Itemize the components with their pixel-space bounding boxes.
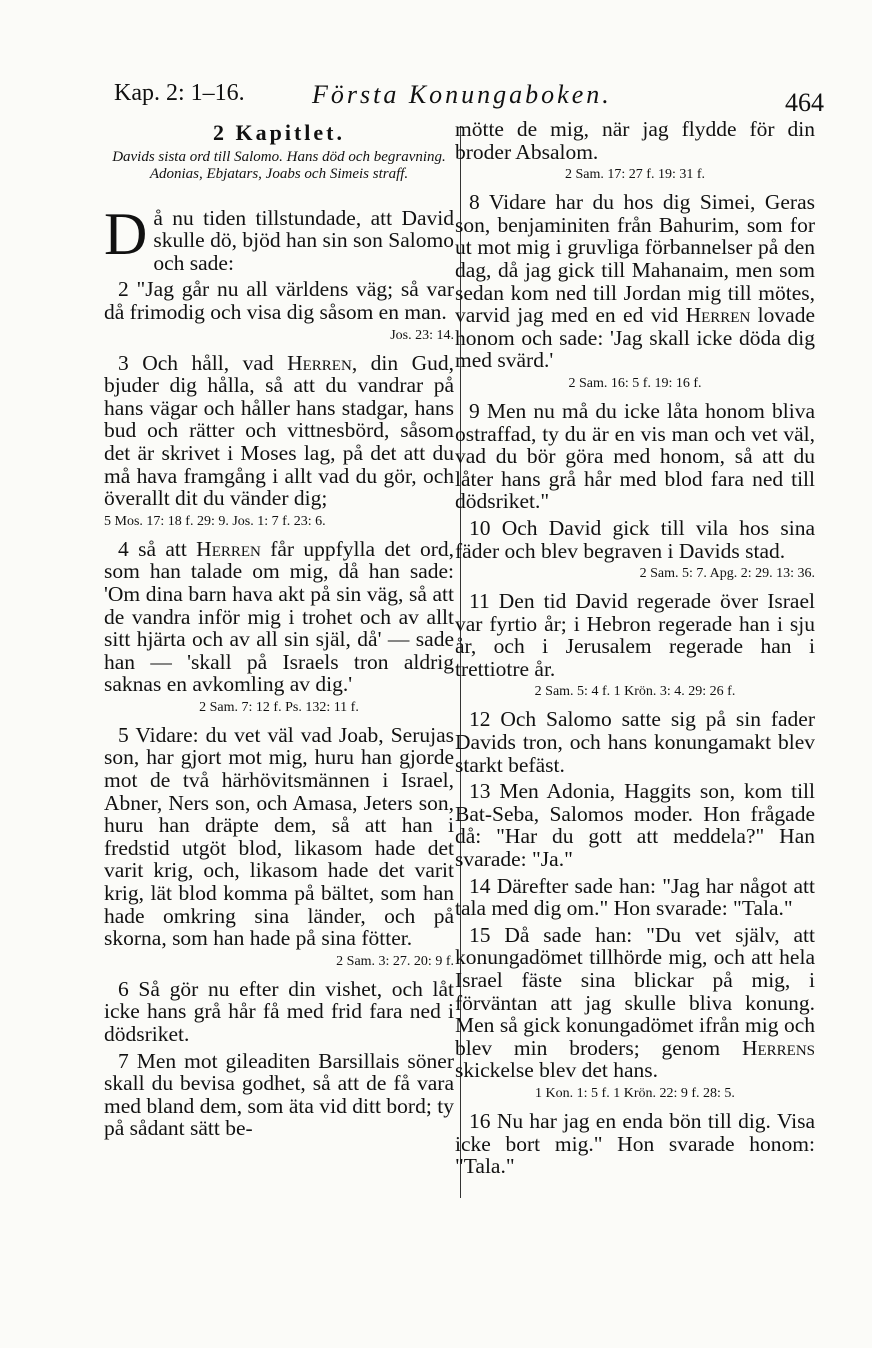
cross-reference: 2 Sam. 17: 27 f. 19: 31 f. [565, 167, 705, 183]
chapter-title: 2 Kapitlet. [213, 120, 345, 145]
verse-13: 13 Men Adonia, Haggits son, kom till Bat-Seba, Salomos moder. Hon frågade då: "Har du gott att meddela?" Han svarade: "Ja." [455, 779, 815, 872]
cross-reference: 1 Kon. 1: 5 f. 1 Krön. 22: 9 f. 28: 5. [535, 1085, 735, 1101]
book-title: Första Konungaboken. [312, 80, 612, 109]
left-column [104, 118, 454, 1144]
verse-12: 12 Och Salomo satte sig på sin fader Davids tron, och hans konungamakt blev starkt befäst. [455, 707, 815, 777]
verse-4: 4 så att Herren får uppfylla det ord, som han talade om mig, då han sade: 'Om dina barn hava akt på sin väg, så att de vandra inför mig i trohet och av allt sitt hjärta och av all sin själ, då' — sade han — 'skall på Israels tron aldrig saknas en avkomling av dig.' [104, 536, 455, 697]
verse-15: 15 Då sade han: "Du vet själv, att konungadömet tillhörde mig, och att hela Israel fäste sina blickar på mig, i förväntan att jag skulle bliva konung. Men så gick konungadömet ifrån mig och blev min broders; genom Herrens skickelse blev det hans. [455, 922, 816, 1083]
cross-reference: 2 Sam. 3: 27. 20: 9 f. [336, 953, 454, 969]
verse-3: 3 Och håll, vad Herren, din Gud, bjuder dig hålla, så att du vandrar på hans vägar och håller hans stadgar, hans bud och rätter och vittnesbörd, såsom det är skrivet i Moses lag, på det att du må hava framgång i allt vad du gör, och överallt dit du vänder dig; [104, 350, 454, 511]
page-number: 464 [785, 88, 824, 117]
cross-reference: Jos. 23: 14. [390, 327, 454, 343]
lord-name: Herren [196, 536, 261, 561]
cross-reference: 2 Sam. 5: 7. Apg. 2: 29. 13: 36. [639, 566, 815, 582]
cross-reference: 2 Sam. 5: 4 f. 1 Krön. 3: 4. 29: 26 f. [534, 684, 736, 700]
chapter-summary: Davids sista ord till Salomo. Hans död och begravning. Adonias, Ebjatars, Joabs och Simeis straff. [112, 148, 446, 182]
verse-16: 16 Nu har jag en enda bön till dig. Visa icke bort mig." Hon svarade honom: "Tala." [455, 1108, 815, 1179]
verse-2: 2 "Jag går nu all världens väg; så var då frimodig och visa dig såsom en man. [104, 277, 454, 324]
verse-9: 9 Men nu må du icke låta honom bliva ostraffad, ty du är en vis man och vet väl, vad du bör göra med honom, så att du låter hans grå hår med blod fara ned till dödsriket." [455, 398, 815, 514]
chapter-range: Kap. 2: 1–16. [114, 80, 245, 106]
verse-7: 7 Men mot gileaditen Barsillais söner skall du bevisa godhet, så att de få vara med bland dem, som äta vid ditt bord; ty på sådant sätt be- [104, 1048, 454, 1141]
verse-8: 8 Vidare har du hos dig Simei, Geras son, benjaminiten från Bahurim, som for ut mot mig i gruvliga förbannelser på den dag, då jag gick till Mahanaim, men som sedan kom ned till Jordan mig till mötes, varvid jag med en ed vid Herren lovade honom och sade: 'Jag skall icke döda dig med svärd.' [455, 190, 815, 373]
verse-6: 6 Så gör nu efter din vishet, och låt icke hans grå hår få med frid fara ned i dödsriket. [104, 976, 454, 1046]
verse-10: 10 Och David gick till vila hos sina fäder och blev begraven i Davids stad. [455, 515, 815, 563]
running-header [114, 78, 824, 118]
right-column [455, 118, 815, 1182]
lord-name: Herren [287, 350, 352, 375]
drop-cap: D [104, 200, 148, 267]
verse-5: 5 Vidare: du vet väl vad Joab, Serujas son, har gjort mot mig, huru han gjorde mot de två härhövitsmännen i Israel, Abner, Ners son, och Amasa, Jeters son, huru han dräpte dem, så att han i fredstid utgöt blod, likasom hade det varit krig, och, likasom hade det varit krig, lät blod komma på bältet, som han hade omkring sina länder, och på skorna, som han hade på sina fötter. [104, 722, 454, 951]
verse-11: 11 Den tid David regerade över Israel var fyrtio år; i Hebron regerade han i sju år, och i Jerusalem regerade han i trettiotre år. [455, 589, 815, 681]
cross-reference: 2 Sam. 7: 12 f. Ps. 132: 11 f. [199, 699, 359, 715]
cross-reference: 2 Sam. 16: 5 f. 19: 16 f. [568, 375, 702, 391]
lord-name: Herrens [741, 1035, 816, 1060]
cross-reference: 5 Mos. 17: 18 f. 29: 9. Jos. 1: 7 f. 23: 6. [104, 513, 326, 529]
lord-name: Herren [685, 303, 751, 328]
verse-14: 14 Därefter sade han: "Jag har något att tala med dig om." Hon svarade: "Tala." [455, 873, 815, 921]
verse-7-continued: mötte de mig, när jag flydde för din broder Absalom. [455, 117, 815, 164]
verse-1: Då nu tiden tillstundade, att David skulle dö, bjöd han sin son Salomo och sade: [104, 200, 454, 275]
